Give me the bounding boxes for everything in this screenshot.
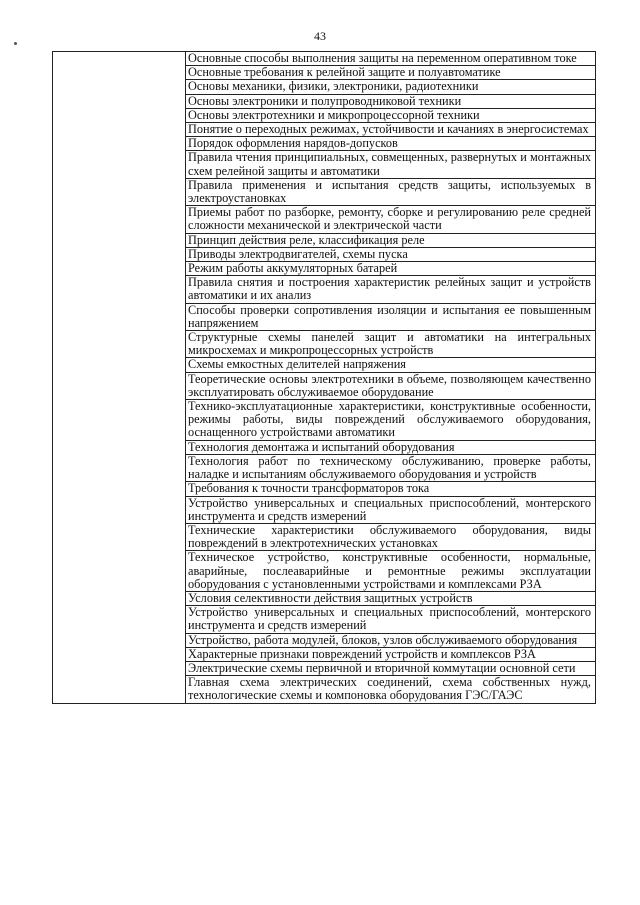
table-cell: Приводы электродвигателей, схемы пуска <box>186 247 596 261</box>
table-cell: Технические характеристики обслуживаемого оборудования, виды повреждений в электротехнических установках <box>186 523 596 550</box>
table-cell: Схемы емкостных делителей напряжения <box>186 358 596 372</box>
table-cell: Структурные схемы панелей защит и автоматики на интегральных микросхемах и микропроцессорных устройств <box>186 331 596 358</box>
table-cell: Понятие о переходных режимах, устойчивости и качаниях в энергосистемах <box>186 123 596 137</box>
table-cell: Технология работ по техническому обслуживанию, проверке работы, наладке и испытаниям обслуживаемого оборудования и устройств <box>186 454 596 481</box>
table-cell: Устройство, работа модулей, блоков, узлов обслуживаемого оборудования <box>186 633 596 647</box>
empty-left-cell <box>53 52 186 704</box>
table-cell: Условия селективности действия защитных устройств <box>186 591 596 605</box>
table-cell: Основные требования к релейной защите и полуавтоматике <box>186 66 596 80</box>
knowledge-table <box>52 51 596 704</box>
table-body <box>53 52 596 704</box>
table-cell: Основы механики, физики, электроники, радиотехники <box>186 80 596 94</box>
scan-speck <box>14 42 17 45</box>
table-cell: Теоретические основы электротехники в объеме, позволяющем качественно эксплуатировать обслуживаемое оборудование <box>186 372 596 399</box>
table-cell: Техническое устройство, конструктивные особенности, нормальные, аварийные, послеаварийные и ремонтные режимы эксплуатации оборудования с установленными устройствами и комплексами РЗА <box>186 551 596 592</box>
table-cell: Технико-эксплуатационные характеристики, конструктивные особенности, режимы работы, виды повреждений обслуживаемого оборудования, оснащенного устройствами автоматики <box>186 400 596 441</box>
table-cell: Требования к точности трансформаторов тока <box>186 482 596 496</box>
table-cell: Главная схема электрических соединений, схема собственных нужд, технологические схемы и компоновка оборудования ГЭС/ГАЭС <box>186 676 596 703</box>
table-cell: Технология демонтажа и испытаний оборудования <box>186 440 596 454</box>
table-cell: Основы электроники и полупроводниковой техники <box>186 94 596 108</box>
table-row <box>53 52 596 66</box>
table-cell: Основные способы выполнения защиты на переменном оперативном токе <box>186 52 596 66</box>
table-cell: Режим работы аккумуляторных батарей <box>186 262 596 276</box>
table-cell: Принцип действия реле, классификация реле <box>186 233 596 247</box>
table-cell: Устройство универсальных и специальных приспособлений, монтерского инструмента и средств измерений <box>186 496 596 523</box>
page-number: 43 <box>314 29 326 43</box>
table-cell: Приемы работ по разборке, ремонту, сборке и регулированию реле средней сложности механической и электрической части <box>186 206 596 233</box>
table-cell: Порядок оформления нарядов-допусков <box>186 137 596 151</box>
table-cell: Основы электротехники и микропроцессорной техники <box>186 108 596 122</box>
table-cell: Правила применения и испытания средств защиты, используемых в электроустановках <box>186 178 596 205</box>
table-cell: Характерные признаки повреждений устройств и комплексов РЗА <box>186 647 596 661</box>
table-cell: Правила чтения принципиальных, совмещенных, развернутых и монтажных схем релейной защиты и автоматики <box>186 151 596 178</box>
table-cell: Правила снятия и построения характеристик релейных защит и устройств автоматики и их анализ <box>186 276 596 303</box>
table-cell: Электрические схемы первичной и вторичной коммутации основной сети <box>186 661 596 675</box>
table-cell: Устройство универсальных и специальных приспособлений, монтерского инструмента и средств измерений <box>186 606 596 633</box>
table-cell: Способы проверки сопротивления изоляции и испытания ее повышенным напряжением <box>186 303 596 330</box>
